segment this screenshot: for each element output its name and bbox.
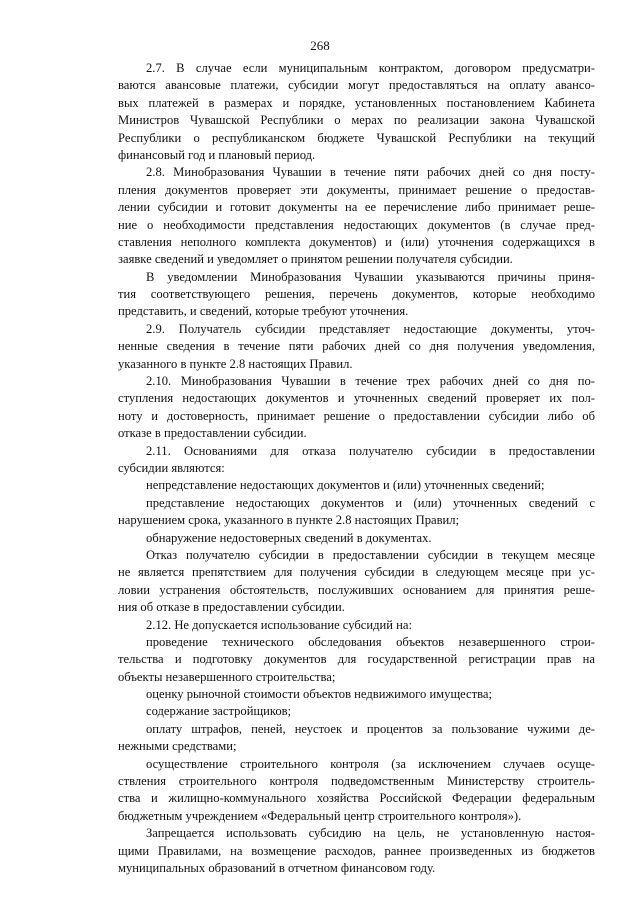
- text-line: нарушением срока, указанного в пункте 2.8 настоящих Правил;: [118, 513, 460, 528]
- paragraph-2-11-b: [118, 495, 595, 530]
- text-line: непредставление недостающих документов и (или) уточненных сведений;: [146, 478, 545, 493]
- text-line: обнаружение недостоверных сведений в документах.: [146, 530, 432, 545]
- paragraph-2-12: [118, 617, 595, 634]
- paragraph-2-11: [118, 443, 595, 478]
- text-line: ловии устранения обстоятельств, послуживших основанием для принятия реше-: [118, 582, 595, 597]
- paragraph-2-12-d: [118, 721, 595, 756]
- paragraph-2-11-c: [118, 530, 595, 547]
- paragraph-2-11-a: [118, 477, 595, 494]
- text-line: 2.7. В случае если муниципальным контрактом, договором предусматри-: [146, 61, 595, 75]
- text-line: субсидии являются:: [118, 460, 225, 475]
- paragraph-prohibited: [118, 825, 595, 877]
- text-line: отказе в предоставлении субсидии.: [118, 426, 307, 441]
- text-line: оплату штрафов, пеней, неустоек и процентов за пользование чужими де-: [146, 721, 595, 736]
- text-line: нежными средствами;: [118, 739, 237, 754]
- text-line: финансовый год и плановый период.: [118, 147, 316, 162]
- text-line: щими Правилами, на возмещение расходов, раннее произведенных из бюджетов: [118, 843, 595, 858]
- text-line: тия соответствующего решения, перечень документов, которые необходимо: [118, 287, 595, 302]
- paragraph-refusal: [118, 547, 595, 617]
- text-line: Министров Чувашской Республики о мерах по реализации закона Чувашской: [118, 113, 595, 128]
- text-line: осуществление строительного контроля (за исключением случаев осуще-: [146, 756, 595, 771]
- text-line: 2.9. Получатель субсидии представляет недостающие документы, уточ-: [146, 321, 595, 336]
- text-line: указанного в пункте 2.8 настоящих Правил.: [118, 356, 353, 371]
- text-line: Отказ получателю субсидии в предоставлении субсидии в текущем месяце: [146, 547, 595, 562]
- text-line: представить, и сведений, которые требуют уточнения.: [118, 304, 409, 319]
- text-line: ние о необходимости представления недостающих документов (в случае пред-: [118, 217, 595, 232]
- text-line: 2.8. Минобразования Чувашии в течение пяти рабочих дней со дня посту-: [146, 165, 595, 180]
- text-line: 2.11. Основаниями для отказа получателю субсидии в предоставлении: [146, 443, 595, 458]
- text-line: В уведомлении Минобразования Чувашии указываются причины приня-: [146, 269, 595, 284]
- text-line: объекты незавершенного строительства;: [118, 669, 336, 684]
- text-line: ступления недостающих документов и уточненных сведений проверяет их пол-: [118, 391, 595, 406]
- paragraph-2-7: [118, 60, 595, 164]
- text-line: заявке сведений и уведомляет о принятом решении получателя субсидии.: [118, 252, 513, 267]
- text-line: ноту и достоверность, принимает решение о предоставлении субсидии либо об: [118, 408, 595, 423]
- paragraph-2-12-a: [118, 634, 595, 686]
- paragraph-notice: [118, 269, 595, 321]
- text-line: оценку рыночной стоимости объектов недвижимого имущества;: [146, 687, 493, 702]
- text-line: не является препятствием для получения субсидии в следующем месяце при ус-: [118, 565, 595, 580]
- text-line: ваются авансовые платежи, субсидии могут предоставляться на оплату авансо-: [118, 78, 595, 93]
- text-line: вых платежей в размерах и порядке, установленных постановлением Кабинета: [118, 95, 595, 110]
- paragraph-2-12-e: [118, 756, 595, 826]
- text-line: Запрещается использовать субсидию на цель, не установленную настоя-: [146, 826, 595, 841]
- paragraph-2-8: [118, 164, 595, 268]
- text-line: содержание застройщиков;: [146, 704, 292, 719]
- text-line: представление недостающих документов и (или) уточненных сведений с: [146, 495, 595, 510]
- text-line: Республики о республиканском бюджете Чувашской Республики на текущий: [118, 130, 595, 145]
- text-line: ставления неполного комплекта документов) и (или) уточнения содержащихся в: [118, 234, 595, 249]
- document-body: [118, 60, 595, 877]
- text-line: 2.10. Минобразования Чувашии в течение трех рабочих дней со дня по-: [146, 374, 595, 389]
- text-line: ненные сведения в течение пяти рабочих дней со дня получения уведомления,: [118, 339, 595, 354]
- text-line: муниципальных образований в отчетном финансовом году.: [118, 860, 436, 875]
- text-line: проведение технического обследования объектов незавершенного строи-: [146, 634, 595, 649]
- text-line: 2.12. Не допускается использование субсидий на:: [146, 617, 412, 632]
- text-line: тельства и подготовку документов для государственной регистрации прав на: [118, 652, 595, 667]
- text-line: ния об отказе в предоставлении субсидии.: [118, 600, 345, 615]
- paragraph-2-9: [118, 321, 595, 373]
- text-line: ства и жилищно-коммунального хозяйства Российской Федерации федеральным: [118, 791, 595, 806]
- text-line: бюджетным учреждением «Федеральный центр строительного контроля»).: [118, 808, 522, 823]
- text-line: ствления строительного контроля подведомственным Министерству строитель-: [118, 774, 595, 789]
- text-line: лении субсидии и готовит документы на ее перечисление либо принимает реше-: [118, 200, 595, 215]
- text-line: пления документов проверяет эти документы, принимает решение о предостав-: [118, 182, 595, 197]
- page-number: 268: [310, 38, 330, 53]
- paragraph-2-12-c: [118, 703, 595, 720]
- paragraph-2-12-b: [118, 686, 595, 703]
- paragraph-2-10: [118, 373, 595, 443]
